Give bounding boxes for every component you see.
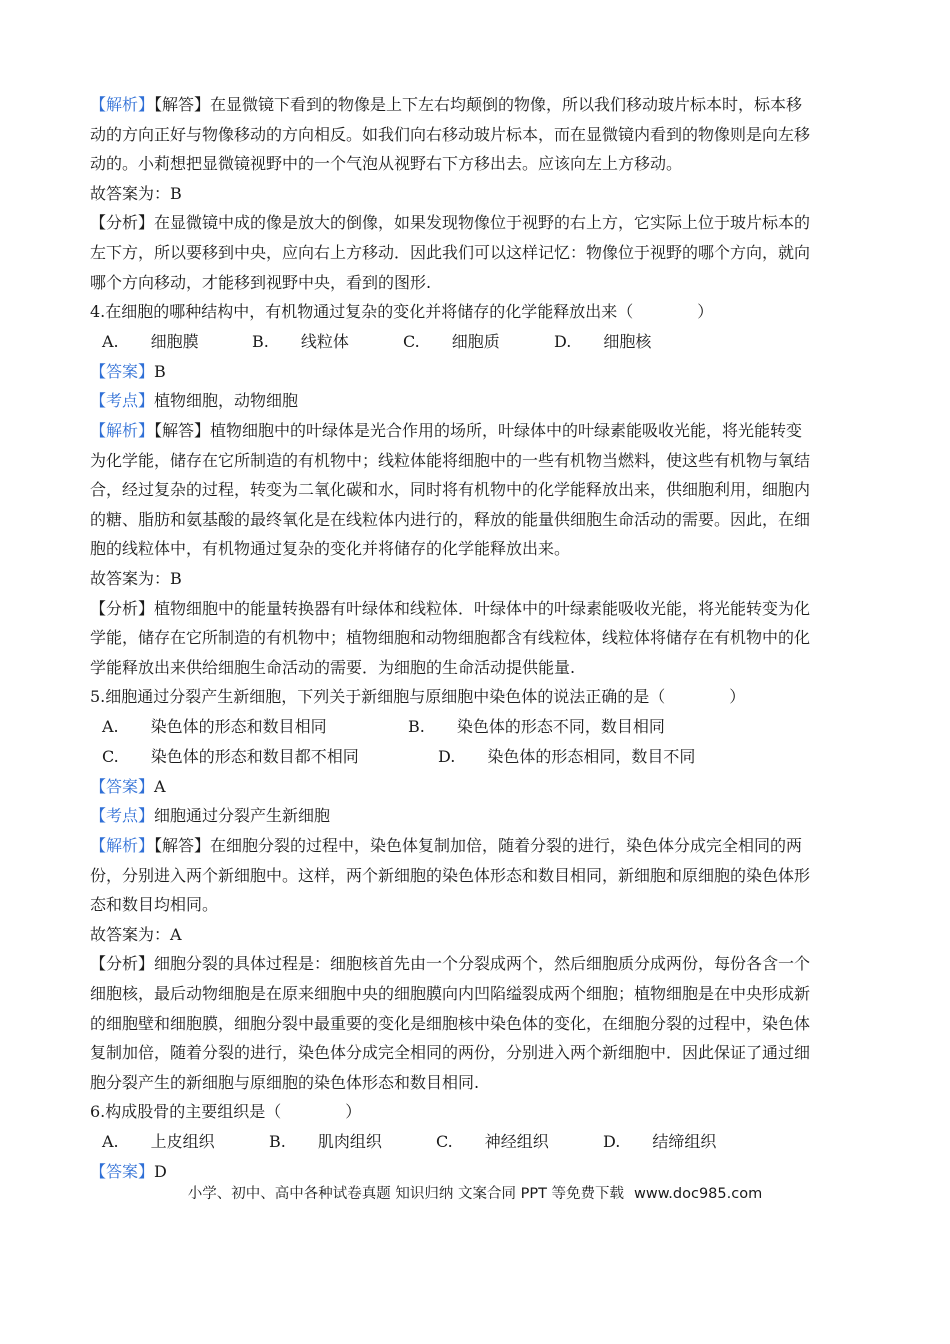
result-line: 故答案为：B [90,183,182,203]
reasoning-text: 胞分裂产生的新细胞与原细胞的染色体形态和数目相同. [90,1072,480,1092]
analysis-text: 胞的线粒体中，有机物通过复杂的变化并将储存的化学能释放出来。 [90,539,571,559]
analysis-line [90,90,860,120]
reasoning-tag: 【分析】 [90,213,155,233]
analysis-tag: 【解析】 [90,95,155,114]
solution-tag: 【解答】 [154,836,211,856]
answer-value: D [154,1162,167,1181]
topic-tag: 【考点】 [90,806,155,826]
option-a: A. 上皮组织 [102,1132,215,1151]
reasoning-text: 在显微镜中成的像是放大的倒像，如果发现物像位于视野的右上方，它实际上位于玻片标本的 [154,213,811,233]
analysis-text: 的糖、脂肪和氨基酸的最终氧化是在线粒体内进行的，释放的能量供细胞生命活动的需要。因此，在细 [90,509,811,529]
option-c: C. 细胞质 [403,331,500,351]
reasoning-text: 细胞分裂的具体过程是：细胞核首先由一个分裂成两个，然后细胞质分成两份，每份各含一个 [154,954,811,974]
reasoning-text: 植物细胞中的能量转换器有叶绿体和线粒体．叶绿体中的叶绿素能吸收光能，将光能转变为化 [154,598,811,618]
analysis-text: 态和数目均相同。 [90,895,219,915]
reasoning-text: 学能释放出来供给细胞生命活动的需要．为细胞的生命活动提供能量. [90,657,576,677]
options-row [90,1127,860,1157]
analysis-text: 动的方向正好与物像移动的方向相反。如我们向右移动玻片标本，而在显微镜内看到的物像则是向左移 [90,124,811,144]
reasoning-text: 哪个方向移动，才能移到视野中央，看到的图形. [90,272,432,292]
analysis-line [90,416,860,446]
option-d: D. 细胞核 [554,331,652,351]
question-title: 6.构成股骨的主要组织是（ ） [90,1102,362,1122]
option-c: C. 神经组织 [436,1132,549,1151]
options-row [90,327,860,357]
analysis-text: 动的。小莉想把显微镜视野中的一个气泡从视野右下方移出去。应该向左上方移动。 [90,154,683,174]
topic-text: 植物细胞，动物细胞 [154,391,299,411]
options-row [90,742,860,772]
topic-line [90,801,860,831]
answer-tag: 【答案】 [90,776,155,796]
result-line: 故答案为：A [90,924,182,944]
analysis-text: 份，分别进入两个新细胞中。这样，两个新细胞的染色体形态和数目相同，新细胞和原细胞的染色体形 [90,865,811,885]
answer-value: A [154,776,166,796]
analysis-line [90,831,860,861]
option-b: B. 染色体的形态不同，数目相同 [408,716,665,736]
reasoning-text: 学能，储存在它所制造的有机物中；植物细胞和动物细胞都含有线粒体，线粒体将储存在有机物中的化 [90,628,811,648]
analysis-text: 合，经过复杂的过程，转变为二氧化碳和水，同时将有机物中的化学能释放出来，供细胞利用，细胞内 [90,480,811,500]
option-a: A. 染色体的形态和数目相同 [102,716,327,736]
question-title: 5.细胞通过分裂产生新细胞，下列关于新细胞与原细胞中染色体的说法正确的是（ ） [90,687,746,707]
answer-line [90,772,860,802]
answer-tag: 【答案】 [90,1162,155,1181]
page-footer [0,1182,950,1203]
answer-value: B [154,361,166,381]
result-line: 故答案为：B [90,568,182,588]
answer-line [90,357,860,387]
topic-text: 细胞通过分裂产生新细胞 [154,806,331,826]
reasoning-text: 细胞核，最后动物细胞是在原来细胞中央的细胞膜向内凹陷缢裂成两个细胞；植物细胞是在中央形成新 [90,984,811,1004]
reasoning-line [90,208,860,238]
analysis-text: 在细胞分裂的过程中，染色体复制加倍，随着分裂的进行，染色体分成完全相同的两 [210,836,803,856]
reasoning-tag: 【分析】 [90,954,155,974]
reasoning-text: 的细胞壁和细胞膜，细胞分裂中最重要的变化是细胞核中染色体的变化，在细胞分裂的过程中，染色体 [90,1013,811,1033]
footer-text: 小学、初中、高中各种试卷真题 知识归纳 文案合同 PPT 等免费下载 [187,1186,625,1202]
footer-link[interactable]: www.doc985.com [634,1186,763,1202]
solution-tag: 【解答】 [154,420,211,440]
solution-tag: 【解答】 [154,95,211,114]
option-d: D. 染色体的形态相同，数目不同 [438,746,696,766]
analysis-text: 植物细胞中的叶绿体是光合作用的场所，叶绿体中的叶绿素能吸收光能，将光能转变 [210,420,803,440]
option-d: D. 结缔组织 [603,1132,717,1151]
options-row [90,712,860,742]
answer-tag: 【答案】 [90,361,155,381]
reasoning-tag: 【分析】 [90,598,155,618]
option-b: B. 肌肉组织 [269,1132,382,1151]
analysis-text: 在显微镜下看到的物像是上下左右均颠倒的物像，所以我们移动玻片标本时，标本移 [210,95,803,114]
reasoning-text: 左下方，所以要移到中央，应向右上方移动．因此我们可以这样记忆：物像位于视野的哪个方向，就向 [90,242,811,262]
document-content [90,90,860,1187]
topic-line [90,386,860,416]
reasoning-text: 复制加倍，随着分裂的进行，染色体分成完全相同的两份，分别进入两个新细胞中．因此保证了通过细 [90,1043,811,1063]
reasoning-line [90,594,860,624]
analysis-tag: 【解析】 [90,836,155,856]
question-title: 4.在细胞的哪种结构中，有机物通过复杂的变化并将储存的化学能释放出来（ ） [90,302,714,322]
analysis-tag: 【解析】 [90,420,155,440]
reasoning-line [90,949,860,979]
analysis-text: 为化学能，储存在它所制造的有机物中；线粒体能将细胞中的一些有机物当燃料，使这些有机物与氧结 [90,450,811,470]
option-c: C. 染色体的形态和数目都不相同 [102,746,359,766]
option-b: B. 线粒体 [252,331,349,351]
topic-tag: 【考点】 [90,391,155,411]
option-a: A. 细胞膜 [102,331,199,351]
